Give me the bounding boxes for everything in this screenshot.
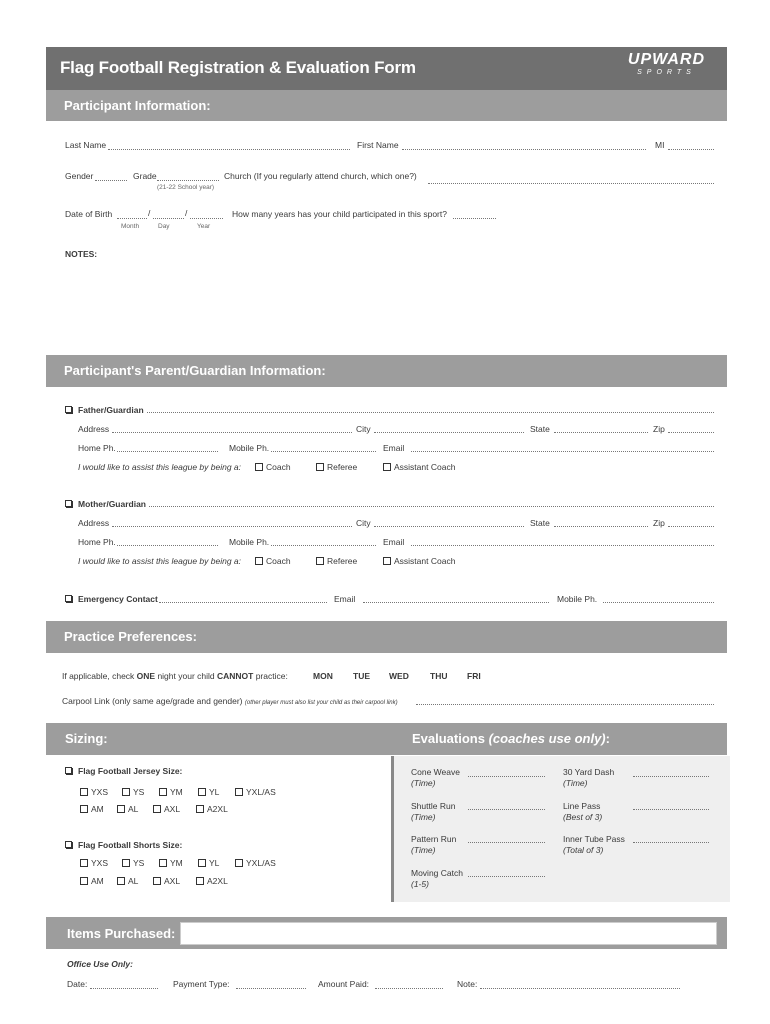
father-home-phone-field[interactable] bbox=[117, 451, 218, 452]
note-label: Note: bbox=[457, 979, 478, 989]
amount-paid-field[interactable] bbox=[375, 988, 443, 989]
checkbox-icon[interactable] bbox=[316, 463, 324, 471]
father-checkbox[interactable] bbox=[65, 406, 72, 413]
jersey-size-ys[interactable]: YS bbox=[122, 787, 144, 797]
amount-paid-label: Amount Paid: bbox=[318, 979, 370, 989]
grade-note: (21-22 School year) bbox=[157, 184, 215, 191]
eval-note: (Time) bbox=[563, 778, 588, 788]
checkbox-icon[interactable] bbox=[255, 557, 263, 565]
eval-pattern-run: Pattern Run bbox=[411, 834, 457, 844]
first-name-label: First Name bbox=[357, 140, 399, 150]
moving-catch-field[interactable] bbox=[468, 876, 545, 877]
mi-field[interactable] bbox=[668, 149, 714, 150]
father-state-field[interactable] bbox=[554, 432, 648, 433]
dob-slash: / bbox=[185, 208, 188, 218]
mobile-phone-label: Mobile Ph. bbox=[229, 537, 270, 547]
notes-label: NOTES: bbox=[65, 249, 98, 259]
mother-guardian-label[interactable]: Mother/Guardian bbox=[65, 499, 146, 509]
mother-address-field[interactable] bbox=[112, 526, 352, 527]
mother-city-field[interactable] bbox=[374, 526, 524, 527]
shorts-size-al[interactable]: AL bbox=[117, 876, 138, 886]
eval-inner-tube-pass: Inner Tube Pass bbox=[563, 834, 625, 844]
state-label: State bbox=[530, 424, 550, 434]
mother-checkbox[interactable] bbox=[65, 500, 72, 507]
practice-section-header bbox=[46, 621, 727, 653]
mother-name-field[interactable] bbox=[149, 506, 714, 507]
cone-weave-field[interactable] bbox=[468, 776, 545, 777]
emergency-mobile-field[interactable] bbox=[603, 602, 714, 603]
checkbox-icon[interactable] bbox=[383, 463, 391, 471]
mother-state-field[interactable] bbox=[554, 526, 648, 527]
jersey-size-yxlas[interactable]: YXL/AS bbox=[235, 787, 276, 797]
pattern-run-field[interactable] bbox=[468, 842, 545, 843]
mother-zip-field[interactable] bbox=[668, 526, 714, 527]
father-city-field[interactable] bbox=[374, 432, 524, 433]
jersey-size-yl[interactable]: YL bbox=[198, 787, 219, 797]
office-date-field[interactable] bbox=[90, 988, 158, 989]
day-option-wed[interactable]: WED bbox=[389, 671, 409, 681]
jersey-size-label: Flag Football Jersey Size: bbox=[65, 766, 182, 776]
checkbox-icon[interactable] bbox=[255, 463, 263, 471]
practice-instruction: If applicable, check ONE night your child CANNOT practice: bbox=[62, 671, 288, 681]
mother-coach-option[interactable]: Coach bbox=[255, 556, 291, 566]
address-label: Address bbox=[78, 518, 110, 528]
church-label: Church (If you regularly attend church, which one?) bbox=[224, 171, 417, 181]
practice-section-title: Practice Preferences: bbox=[64, 629, 197, 644]
eval-note: (Time) bbox=[411, 778, 436, 788]
office-note-field[interactable] bbox=[480, 988, 680, 989]
checkbox-icon[interactable] bbox=[65, 841, 72, 848]
date-label: Date: bbox=[67, 979, 88, 989]
mother-mobile-phone-field[interactable] bbox=[271, 545, 376, 546]
eval-note: (Time) bbox=[411, 812, 436, 822]
years-participated-label: How many years has your child participated in this sport? bbox=[232, 209, 447, 219]
dob-label: Date of Birth bbox=[65, 209, 113, 219]
mother-home-phone-field[interactable] bbox=[117, 545, 218, 546]
last-name-label: Last Name bbox=[65, 140, 107, 150]
day-option-thu[interactable]: THU bbox=[430, 671, 448, 681]
emergency-contact-field[interactable] bbox=[159, 602, 327, 603]
father-guardian-label[interactable]: Father/Guardian bbox=[65, 405, 144, 415]
payment-type-field[interactable] bbox=[236, 988, 306, 989]
day-option-mon[interactable]: MON bbox=[313, 671, 333, 681]
jersey-size-am[interactable]: AM bbox=[80, 804, 104, 814]
eval-note: (Time) bbox=[411, 845, 436, 855]
last-name-field[interactable] bbox=[108, 149, 350, 150]
participant-section-header bbox=[46, 90, 727, 121]
eval-note: (Total of 3) bbox=[563, 845, 604, 855]
shorts-size-label: Flag Football Shorts Size: bbox=[65, 840, 182, 850]
shorts-size-ys[interactable]: YS bbox=[122, 858, 144, 868]
eval-note: (1-5) bbox=[411, 879, 429, 889]
checkbox-icon[interactable] bbox=[65, 767, 72, 774]
checkbox-icon[interactable] bbox=[316, 557, 324, 565]
grade-label: Grade bbox=[133, 171, 157, 181]
shorts-size-yxlas[interactable]: YXL/AS bbox=[235, 858, 276, 868]
day-option-tue[interactable]: TUE bbox=[353, 671, 370, 681]
grade-field[interactable] bbox=[157, 180, 219, 181]
guardian-section-header bbox=[46, 355, 727, 387]
jersey-size-ym[interactable]: YM bbox=[159, 787, 183, 797]
eval-line-pass: Line Pass bbox=[563, 801, 601, 811]
dob-slash: / bbox=[148, 208, 151, 218]
shorts-size-axl[interactable]: AXL bbox=[153, 876, 180, 886]
city-label: City bbox=[356, 518, 371, 528]
mother-email-field[interactable] bbox=[411, 545, 714, 546]
assist-label: I would like to assist this league by being a: bbox=[78, 462, 242, 472]
father-name-field[interactable] bbox=[147, 412, 714, 413]
shorts-size-am[interactable]: AM bbox=[80, 876, 104, 886]
evaluations-panel bbox=[391, 756, 730, 902]
father-zip-field[interactable] bbox=[668, 432, 714, 433]
gender-label: Gender bbox=[65, 171, 94, 181]
father-mobile-phone-field[interactable] bbox=[271, 451, 376, 452]
emergency-mobile-label: Mobile Ph. bbox=[557, 594, 598, 604]
emergency-email-field[interactable] bbox=[363, 602, 549, 603]
shorts-size-yxs[interactable]: YXS bbox=[80, 858, 108, 868]
30-yard-dash-field[interactable] bbox=[633, 776, 709, 777]
guardian-section-title: Participant's Parent/Guardian Information: bbox=[64, 363, 326, 378]
mother-referee-option[interactable]: Referee bbox=[316, 556, 357, 566]
sizing-section-title: Sizing: bbox=[65, 731, 108, 746]
years-participated-field[interactable] bbox=[453, 218, 496, 219]
father-email-field[interactable] bbox=[411, 451, 714, 452]
mother-assistant-coach-option[interactable]: Assistant Coach bbox=[383, 556, 455, 566]
day-label: Day bbox=[158, 223, 170, 230]
items-purchased-title: Items Purchased: bbox=[67, 926, 176, 941]
gender-field[interactable] bbox=[95, 180, 127, 181]
first-name-field[interactable] bbox=[402, 149, 646, 150]
line-pass-field[interactable] bbox=[633, 809, 709, 810]
month-label: Month bbox=[121, 223, 140, 230]
email-label: Email bbox=[383, 537, 405, 547]
jersey-size-axl[interactable]: AXL bbox=[153, 804, 180, 814]
mobile-phone-label: Mobile Ph. bbox=[229, 443, 270, 453]
form-header bbox=[46, 47, 727, 90]
inner-tube-pass-field[interactable] bbox=[633, 842, 709, 843]
eval-shuttle-run: Shuttle Run bbox=[411, 801, 456, 811]
father-referee-option[interactable]: Referee bbox=[316, 462, 357, 472]
shorts-size-a2xl[interactable]: A2XL bbox=[196, 876, 228, 886]
eval-note: (Best of 3) bbox=[563, 812, 603, 822]
carpool-field[interactable] bbox=[416, 704, 714, 705]
jersey-size-a2xl[interactable]: A2XL bbox=[196, 804, 228, 814]
dob-year-field[interactable] bbox=[190, 218, 223, 219]
address-label: Address bbox=[78, 424, 110, 434]
emergency-email-label: Email bbox=[334, 594, 356, 604]
carpool-label: Carpool Link (only same age/grade and gender) (other player must also list your child as their carpool link) bbox=[62, 696, 398, 706]
city-label: City bbox=[356, 424, 371, 434]
church-field[interactable] bbox=[428, 183, 714, 184]
payment-type-label: Payment Type: bbox=[173, 979, 230, 989]
evaluations-section-title: Evaluations (coaches use only): bbox=[412, 731, 610, 746]
email-label: Email bbox=[383, 443, 405, 453]
zip-label: Zip bbox=[653, 518, 665, 528]
mi-label: MI bbox=[655, 140, 665, 150]
father-coach-option[interactable]: Coach bbox=[255, 462, 291, 472]
father-assistant-coach-option[interactable]: Assistant Coach bbox=[383, 462, 455, 472]
participant-section-title: Participant Information: bbox=[64, 98, 211, 113]
checkbox-icon[interactable] bbox=[383, 557, 391, 565]
shuttle-run-field[interactable] bbox=[468, 809, 545, 810]
items-purchased-input[interactable] bbox=[180, 922, 717, 945]
emergency-contact-label[interactable]: Emergency Contact bbox=[65, 594, 158, 604]
dob-month-field[interactable] bbox=[117, 218, 147, 219]
home-phone-label: Home Ph. bbox=[78, 443, 116, 453]
eval-cone-weave: Cone Weave bbox=[411, 767, 460, 777]
upward-sports-logo: UPWARD SPORTS bbox=[627, 51, 705, 76]
shorts-size-yl[interactable]: YL bbox=[198, 858, 219, 868]
form-title: Flag Football Registration & Evaluation Form bbox=[60, 58, 416, 77]
father-address-field[interactable] bbox=[112, 432, 352, 433]
assist-label: I would like to assist this league by being a: bbox=[78, 556, 242, 566]
office-use-label: Office Use Only: bbox=[67, 959, 133, 969]
day-option-fri[interactable]: FRI bbox=[467, 671, 481, 681]
eval-30-yard-dash: 30 Yard Dash bbox=[563, 767, 615, 777]
sizing-section-header bbox=[46, 723, 727, 755]
zip-label: Zip bbox=[653, 424, 665, 434]
eval-moving-catch: Moving Catch bbox=[411, 868, 463, 878]
dob-day-field[interactable] bbox=[153, 218, 184, 219]
jersey-size-yxs[interactable]: YXS bbox=[80, 787, 108, 797]
state-label: State bbox=[530, 518, 550, 528]
home-phone-label: Home Ph. bbox=[78, 537, 116, 547]
jersey-size-al[interactable]: AL bbox=[117, 804, 138, 814]
emergency-checkbox[interactable] bbox=[65, 595, 72, 602]
shorts-size-ym[interactable]: YM bbox=[159, 858, 183, 868]
year-label: Year bbox=[197, 223, 211, 230]
